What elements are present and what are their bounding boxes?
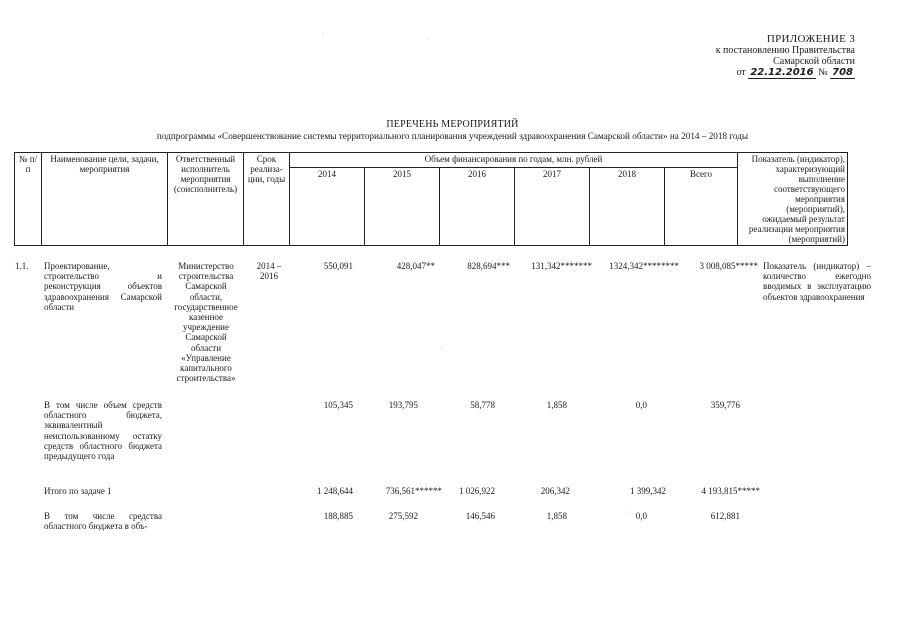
row-2-value-2015: 193,795 [388, 400, 418, 410]
appendix-line-2: к постановлению Правительства [715, 45, 855, 56]
row-2-name: В том числе объем средств областного бюджета, эквивалентный неиспользованному остатку средств областного бюджета предыдущего года [44, 400, 162, 462]
row-4-value-2017: 1,858 [546, 511, 567, 521]
scan-speck: · [322, 32, 324, 38]
row-1-executor: Министерство строительства Самарской области, государственное казенное учреждение Самарской области «Управление капитального строительства» [174, 261, 238, 384]
appendix-title: ПРИЛОЖЕНИЕ 3 [766, 33, 855, 45]
row-1-value-total: 3 008,085***** [699, 261, 758, 271]
appendix-line-3: Самарской области [773, 56, 855, 67]
handwritten-number: 708 [832, 67, 853, 78]
header-period: Срок реализа-ции, годы [244, 153, 290, 246]
row-3-value-2015: 736,561****** [385, 486, 442, 496]
row-1-period: 2014 – 2016 [256, 261, 282, 282]
row-3-value-2016: 1 026,922 [459, 486, 495, 496]
scan-speck: · [428, 36, 430, 42]
header-name: Наименование цели, задачи, мероприятия [42, 153, 168, 246]
row-4-value-total: 612,881 [710, 511, 740, 521]
year-2018: 2018 [590, 167, 665, 245]
row-1-value-2016: 828,694*** [467, 261, 510, 271]
row-3-value-2018: 1 399,342 [630, 486, 666, 496]
row-3-name: Итого по задаче 1 [44, 486, 112, 496]
row-2-value-2017: 1,858 [546, 400, 567, 410]
row-4-value-2015: 275,592 [388, 511, 418, 521]
row-3-value-total: 4 193,815***** [701, 486, 760, 496]
year-2014: 2014 [290, 167, 365, 245]
row-1-num: 1.1. [15, 261, 29, 271]
year-total: Всего [665, 167, 738, 245]
header-executor: Ответственный исполнитель мероприятия (соисполнитель) [168, 153, 244, 246]
doc-subtitle: подпрограммы «Совершенствование системы территориального планирования учреждений здравоохранения Самарской области» на 2014 – 2018 годы [156, 131, 749, 141]
row-4-name: В том числе средства областного бюджета в объ- [44, 511, 162, 532]
row-2-value-total: 359,776 [710, 400, 740, 410]
row-1-value-2017: 131,342******* [531, 261, 592, 271]
row-4-value-2016: 146,546 [465, 511, 495, 521]
date-prefix: от [736, 67, 746, 78]
year-2016: 2016 [440, 167, 515, 245]
doc-title: ПЕРЕЧЕНЬ МЕРОПРИЯТИЙ [386, 119, 519, 130]
year-2017: 2017 [515, 167, 590, 245]
row-2-value-2016: 58,778 [470, 400, 495, 410]
row-2-value-2018: 0,0 [635, 400, 647, 410]
row-4-value-2018: 0,0 [635, 511, 647, 521]
header-financing: Объем финансирования по годам, млн. рублей [290, 153, 738, 168]
scan-speck: · [628, 510, 630, 516]
row-1-value-2015: 428,047** [396, 261, 435, 271]
appendix-block [700, 34, 855, 79]
year-2015: 2015 [365, 167, 440, 245]
row-1-name: Проектирование, строительство и реконструкция объектов здравоохранения Самарской области [44, 261, 162, 312]
number-prefix: № [818, 67, 828, 78]
row-3-value-2017: 206,342 [540, 486, 570, 496]
header-num: № п/п [15, 153, 42, 246]
appendix-date-line [700, 67, 855, 79]
row-3-value-2014: 1 248,644 [317, 486, 353, 496]
header-table [14, 152, 848, 246]
row-1-value-2018: 1324,342******** [609, 261, 679, 271]
handwritten-date: 22.12.2016 [750, 67, 814, 78]
row-1-value-2014: 550,091 [323, 261, 353, 271]
row-4-value-2014: 188,885 [323, 511, 353, 521]
scan-speck: · [441, 345, 443, 351]
header-indicator: Показатель (индикатор), характеризующий выполнение соответствующего мероприятия (мероприятий), ожидаемый результат реализации мероприятия (мероприятий) [738, 153, 848, 246]
row-1-indicator: Показатель (индикатор) – количество ежегодно вводимых в эксплуатацию объектов здравоохранения [763, 261, 871, 302]
row-2-value-2014: 105,345 [323, 400, 353, 410]
